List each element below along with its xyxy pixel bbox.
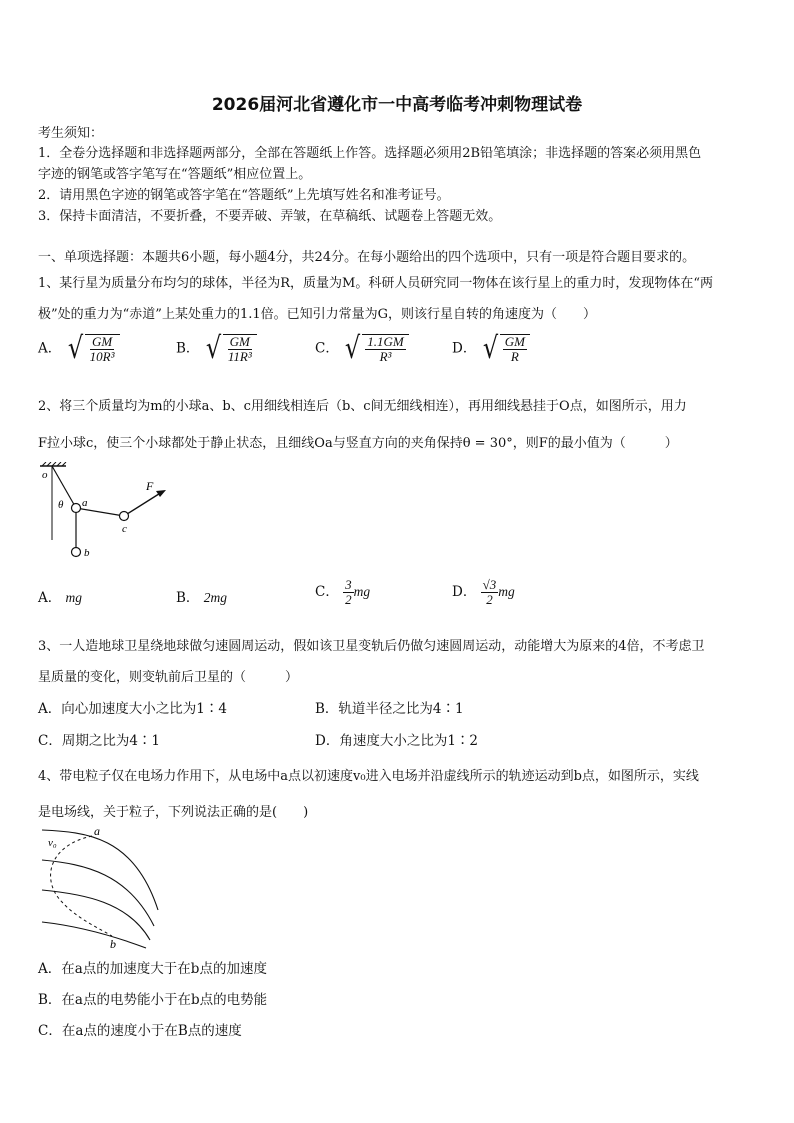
label-b: b <box>84 547 90 559</box>
q2-stem-line1: 2、将三个质量均为m的小球a、b、c用细线相连后（b、c间无细线相连），再用细线悬挂于O点，如图所示，用力 <box>38 399 687 414</box>
particle-trajectory <box>51 836 112 936</box>
field-line-2 <box>42 860 154 926</box>
q4-option-b[interactable]: B．在a点的电势能小于在b点的电势能 <box>38 992 268 1008</box>
page-title: 2026届河北省遵化市一中高考临考冲刺物理试卷 <box>211 95 583 115</box>
q3-option-a[interactable]: A．向心加速度大小之比为1∶4 <box>38 701 227 717</box>
notice-item-1: 1．全卷分选择题和非选择题两部分，全部在答题纸上作答。选择题必须用2B铅笔填涂；非选择题的答案必须用黑色 <box>38 146 702 161</box>
notice-heading: 考生须知： <box>38 126 104 141</box>
ball-b <box>72 548 81 557</box>
label-c: c <box>122 523 127 535</box>
q4-option-c[interactable]: C．在a点的速度小于在B点的速度 <box>38 1023 242 1039</box>
label-f: F <box>146 479 154 493</box>
force-arrowhead <box>156 490 166 497</box>
ball-a <box>72 504 81 513</box>
q1-stem-line1: 1、某行星为质量分布均匀的球体，半径为R，质量为M。科研人员研究同一物体在该行星上的重力时，发现物体在“两 <box>38 276 714 291</box>
string-ac <box>76 508 124 516</box>
q3-option-c[interactable]: C．周期之比为4∶1 <box>38 733 161 749</box>
label-v0: v₀ <box>48 837 57 849</box>
q1-option-a[interactable]: A． √ $\frac{GM}{\text{10R³}}$ <box>38 334 120 364</box>
notice-item-2: 2．请用黑色字迹的钢笔或答字笔在“答题纸”上先填写姓名和准考证号。 <box>38 188 450 203</box>
q4-stem-line2: 是电场线，关于粒子，下列说法正确的是( ) <box>38 805 309 820</box>
q2-option-d[interactable]: D． $\frac{√3}{2}$ mg <box>452 577 515 607</box>
q2-figure <box>36 462 176 562</box>
section-heading: 一、单项选择题：本题共6小题，每小题4分，共24分。在每小题给出的四个选项中，只有一项是符合题目要求的。 <box>38 250 696 265</box>
q4-option-a[interactable]: A．在a点的加速度大于在b点的加速度 <box>38 961 267 977</box>
ball-c <box>120 512 129 521</box>
label-o: o <box>42 469 48 481</box>
q1-option-c[interactable]: C． √ $\frac{1.1GM}{\text{R³}}$ <box>315 334 409 364</box>
q2-option-c[interactable]: C． $\frac{3}{2}$ mg <box>315 577 371 607</box>
field-line-4 <box>42 922 146 948</box>
label-theta: θ <box>58 499 64 511</box>
q2-option-b[interactable]: B． 2mg <box>176 590 227 606</box>
label-b: b <box>110 937 116 951</box>
notice-item-3: 3．保持卡面清洁，不要折叠，不要弄破、弄皱，在草稿纸、试题卷上答题无效。 <box>38 209 502 224</box>
q1-option-d[interactable]: D． √ $\frac{GM}{R}$ <box>452 334 530 364</box>
label-a: a <box>82 497 88 509</box>
q4-figure <box>36 822 176 954</box>
q1-option-b[interactable]: B． √ $\frac{GM}{\text{11R³}}$ <box>176 334 257 364</box>
notice-item-1-cont: 字迹的钢笔或答字笔写在“答题纸”相应位置上。 <box>38 167 312 182</box>
q2-stem-line2: F拉小球c，使三个小球都处于静止状态，且细线Oa与竖直方向的夹角保持θ = 30°，则F的最小值为（ ） <box>38 436 678 451</box>
q1-stem-line2: 极”处的重力为“赤道”上某处重力的1.1倍。已知引力常量为G，则该行星自转的角速度为（ ） <box>38 307 596 322</box>
string-oa <box>52 466 76 508</box>
q3-option-b[interactable]: B．轨道半径之比为4∶1 <box>315 701 464 717</box>
field-line-1 <box>42 830 158 910</box>
q3-stem-line1: 3、一人造地球卫星绕地球做匀速圆周运动，假如该卫星变轨后仍做匀速圆周运动，动能增大为原来的4倍，不考虑卫 <box>38 639 705 654</box>
force-arrow <box>124 492 162 516</box>
q2-option-a[interactable]: A． mg <box>38 590 83 606</box>
q3-stem-line2: 星质量的变化，则变轨前后卫星的（ ） <box>38 670 299 685</box>
q4-stem-line1: 4、带电粒子仅在电场力作用下，从电场中a点以初速度v₀进入电场并沿虚线所示的轨迹运动到b点，如图所示，实线 <box>38 769 699 784</box>
label-a: a <box>94 824 100 838</box>
q3-option-d[interactable]: D．角速度大小之比为1∶2 <box>315 733 479 749</box>
